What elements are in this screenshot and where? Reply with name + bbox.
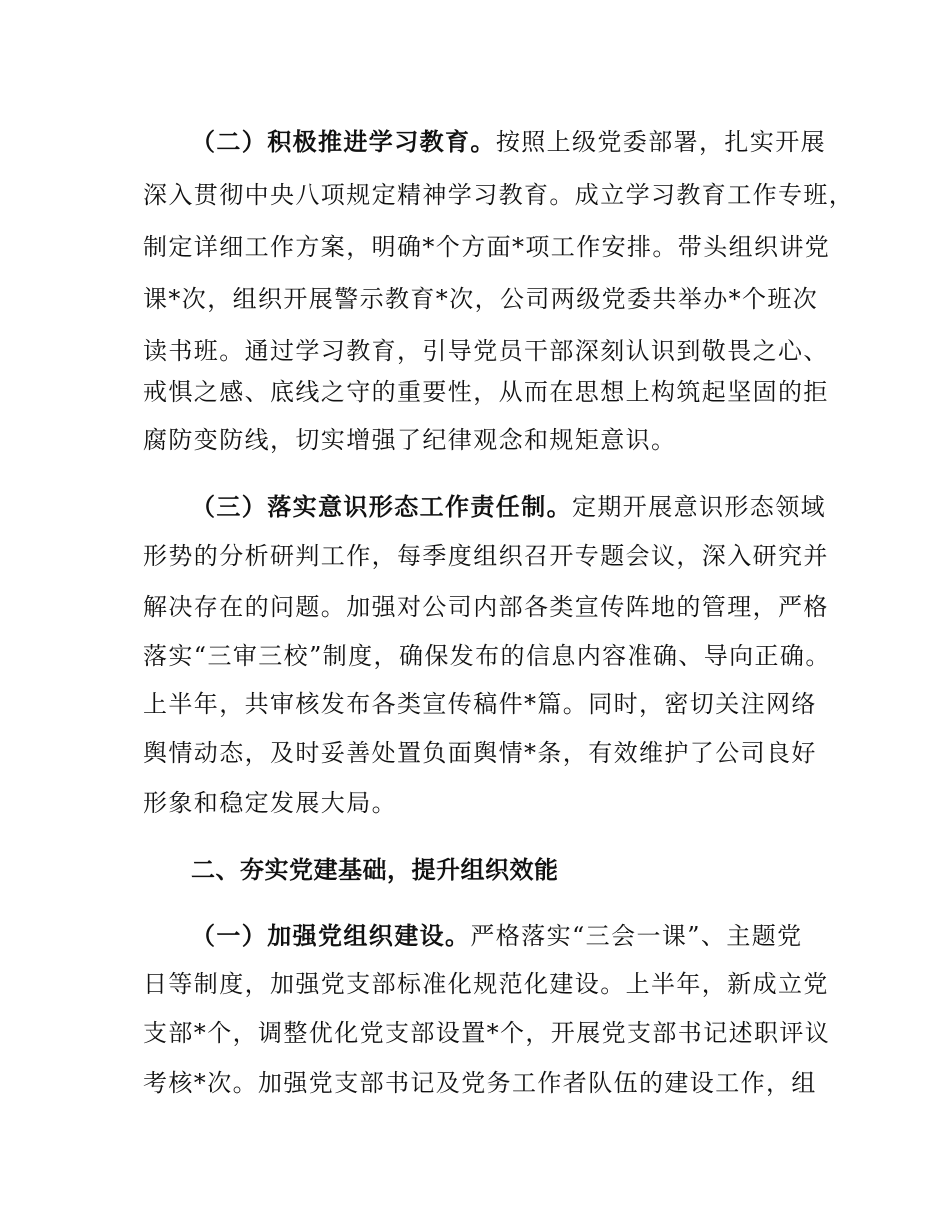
paragraph-line: 考核*次。加强党支部书记及党务工作者队伍的建设工作，组 [143, 1069, 817, 1097]
paragraph-line: 日等制度，加强党支部标准化规范化建设。上半年，新成立党 [143, 970, 829, 998]
paragraph-text: 定期开展意识形态领域 [572, 493, 826, 521]
subsection-title: （三）落实意识形态工作责任制。 [191, 493, 572, 521]
paragraph-line: 深入贯彻中央八项规定精神学习教育。成立学习教育工作专班， [143, 181, 855, 209]
paragraph-line: 形象和稳定发展大局。 [143, 789, 397, 817]
paragraph-line [191, 921, 803, 951]
paragraph-text: 严格落实“三会一课”、主题党 [470, 922, 803, 950]
subsection-title: （一）加强党组织建设。 [191, 922, 471, 950]
paragraph-line: 上半年，共审核发布各类宣传稿件*篇。同时，密切关注网络 [143, 690, 817, 718]
paragraph-line [191, 492, 826, 522]
paragraph-line: 腐防变防线，切实增强了纪律观念和规矩意识。 [143, 426, 677, 454]
paragraph-text: 按照上级党委部署，扎实开展 [495, 128, 827, 156]
paragraph-line: 形势的分析研判工作，每季度组织召开专题会议，深入研究并 [143, 542, 829, 570]
paragraph-line: 解决存在的问题。加强对公司内部各类宣传阵地的管理，严格 [143, 593, 829, 621]
paragraph-line: 课*次，组织开展警示教育*次，公司两级党委共举办*个班次 [143, 285, 819, 313]
paragraph-line: 舆情动态，及时妥善处置负面舆情*条，有效维护了公司良好 [143, 739, 817, 767]
paragraph-line: 支部*个，调整优化党支部设置*个，开展党支部书记述职评议 [143, 1019, 831, 1047]
paragraph-line: 制定详细工作方案，明确*个方面*项工作安排。带头组织讲党 [143, 233, 831, 261]
section-heading: 二、夯实党建基础，提升组织效能 [191, 856, 559, 884]
subsection-title: （二）积极推进学习教育。 [191, 128, 496, 156]
paragraph-line: 读书班。通过学习教育，引导党员干部深刻认识到敬畏之心、 [143, 337, 829, 365]
paragraph-line: 落实“三审三校”制度，确保发布的信息内容准确、导向正确。 [143, 642, 831, 670]
paragraph-line: 戒惧之感、底线之守的重要性，从而在思想上构筑起坚固的拒 [143, 378, 829, 406]
paragraph-line [191, 127, 826, 157]
